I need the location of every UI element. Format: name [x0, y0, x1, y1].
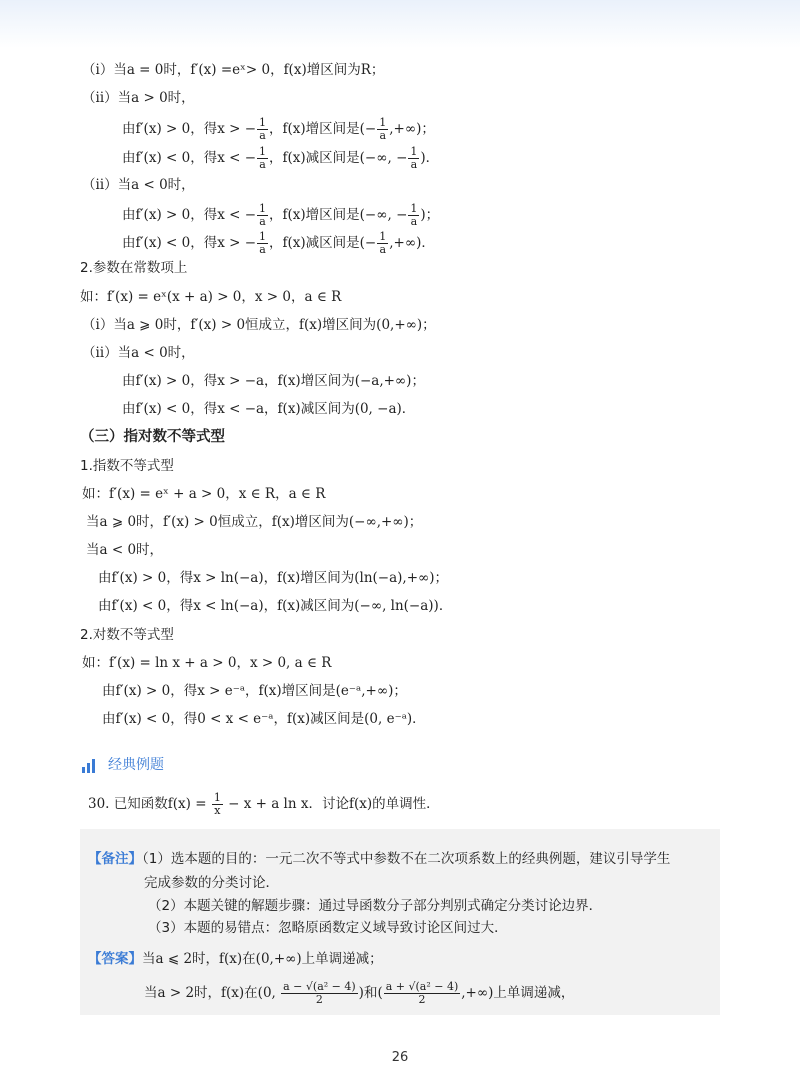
note-line: （3）本题的易错点：忽略原函数定义域导致讨论区间过大． [148, 920, 508, 936]
numerator: 1 [213, 791, 221, 804]
note-tag: 【备注】 [88, 851, 142, 867]
text-seg: 由f′(x) > 0，得x > − [122, 121, 257, 137]
numerator: 1 [259, 202, 267, 215]
subheading: 1.指数不等式型 [80, 458, 174, 474]
fraction [212, 792, 223, 817]
fraction [377, 117, 388, 142]
note-line: 完成参数的分类讨论． [144, 875, 279, 891]
text-seg: ,+∞)． [389, 235, 435, 251]
fraction [408, 203, 419, 228]
denominator: a [259, 158, 266, 171]
text-line: （ⅱ）当a < 0时， [82, 345, 195, 361]
text-seg: − x + a ln x．讨论f(x)的单调性． [223, 796, 440, 812]
text-line: 由f′(x) > 0，得x > ln(−a)，f(x)增区间为(ln(−a),+∞)； [98, 570, 449, 586]
fraction [257, 231, 268, 256]
answer-tag: 【答案】 [88, 951, 142, 967]
text-line: （ⅱ）当a < 0时， [82, 177, 195, 193]
text-line: 如：f′(x) = eˣ(x + a) > 0，x > 0，a ∈ R [80, 289, 342, 305]
fraction [257, 146, 268, 171]
denominator: a [259, 243, 266, 256]
text-seg: )． [420, 150, 440, 166]
text-line: 由f′(x) > 0，得x > e⁻ᵃ，f(x)增区间是(e⁻ᵃ,+∞)； [102, 683, 407, 699]
section-title: 经典例题 [108, 757, 164, 773]
text-line: 由f′(x) < 0，得0 < x < e⁻ᵃ，f(x)减区间是(0, e⁻ᵃ)． [102, 711, 426, 727]
denominator: a [379, 129, 387, 142]
text-line: 当a < 0时， [86, 542, 164, 558]
denominator: a [410, 158, 418, 171]
text-seg: 由f′(x) > 0，得x < − [122, 207, 257, 223]
fraction [281, 981, 358, 1006]
denominator: a [259, 129, 266, 142]
example-question [88, 792, 440, 817]
denominator: a [410, 215, 418, 228]
answer-line [88, 949, 383, 969]
numerator: 1 [410, 202, 418, 215]
fraction [257, 117, 268, 142]
text-line [122, 203, 439, 228]
text-line [122, 231, 435, 256]
note-line [88, 849, 670, 869]
fraction [377, 231, 388, 256]
numerator: 1 [259, 116, 267, 129]
subheading: 2.对数不等式型 [80, 627, 174, 643]
denominator: a [379, 243, 387, 256]
page-number: 26 [391, 1050, 409, 1065]
denominator: 2 [315, 993, 323, 1006]
text-line: 如：f′(x) = ln x + a > 0，x > 0, a ∈ R [82, 655, 332, 671]
text-line: 由f′(x) < 0，得x < ln(−a)，f(x)减区间为(−∞, ln(−a))． [98, 598, 453, 614]
text-line: （ⅱ）当a > 0时， [82, 90, 195, 106]
text-seg: ，f(x)减区间是(−∞, − [269, 150, 408, 166]
text-seg: 30. 已知函数f(x) = [88, 796, 211, 812]
numerator: 1 [410, 145, 418, 158]
text-seg: 由f′(x) < 0，得x > − [122, 235, 257, 251]
text-seg: ，f(x)增区间是(− [269, 121, 377, 137]
numerator: a − √(a² − 4) [283, 980, 356, 993]
numerator: 1 [259, 145, 267, 158]
denominator: 2 [418, 993, 426, 1006]
numerator: 1 [379, 116, 387, 129]
fraction [408, 146, 419, 171]
subheading: 2.参数在常数项上 [80, 260, 188, 276]
text-seg: 当a > 2时，f(x)在(0, [144, 985, 281, 1001]
text-seg: ，f(x)减区间是(− [269, 235, 377, 251]
bar-chart-icon [82, 757, 100, 773]
fraction [384, 981, 461, 1006]
text-seg: （1）选本题的目的：一元二次不等式中参数不在二次项系数上的经典例题，建议引导学生 [142, 851, 671, 867]
header-band [0, 0, 800, 48]
note-line: （2）本题关键的解题步骤：通过导函数分子部分判别式确定分类讨论边界． [148, 898, 603, 914]
text-line: 当a ⩾ 0时，f′(x) > 0恒成立，f(x)增区间为(−∞,+∞)； [86, 514, 423, 530]
denominator: a [259, 215, 266, 228]
text-line: 由f′(x) > 0，得x > −a，f(x)增区间为(−a,+∞)； [122, 373, 425, 389]
section-heading: （三）指对数不等式型 [80, 429, 225, 445]
text-line [122, 146, 439, 171]
text-line: （ⅰ）当a = 0时，f′(x) =eˣ> 0，f(x)增区间为R； [82, 62, 385, 78]
text-line: 如：f′(x) = eˣ + a > 0，x ∈ R，a ∈ R [82, 486, 326, 502]
text-seg: ,+∞)上单调递减， [461, 985, 575, 1001]
text-line [122, 117, 435, 142]
numerator: 1 [259, 230, 267, 243]
numerator: 1 [379, 230, 387, 243]
text-line: 由f′(x) < 0，得x < −a，f(x)减区间为(0, −a)． [122, 401, 416, 417]
numerator: a + √(a² − 4) [385, 980, 459, 993]
fraction [257, 203, 268, 228]
text-seg: 由f′(x) < 0，得x < − [122, 150, 257, 166]
denominator: x [214, 804, 221, 817]
text-seg: ，f(x)增区间是(−∞, − [269, 207, 408, 223]
text-seg: 当a ⩽ 2时，f(x)在(0,+∞)上单调递减； [142, 951, 383, 967]
text-seg: )； [420, 207, 440, 223]
answer-line [144, 981, 574, 1006]
text-line: （ⅰ）当a ⩾ 0时，f′(x) > 0恒成立，f(x)增区间为(0,+∞)； [82, 317, 436, 333]
text-seg: ,+∞)； [389, 121, 435, 137]
text-seg: )和( [358, 985, 383, 1001]
